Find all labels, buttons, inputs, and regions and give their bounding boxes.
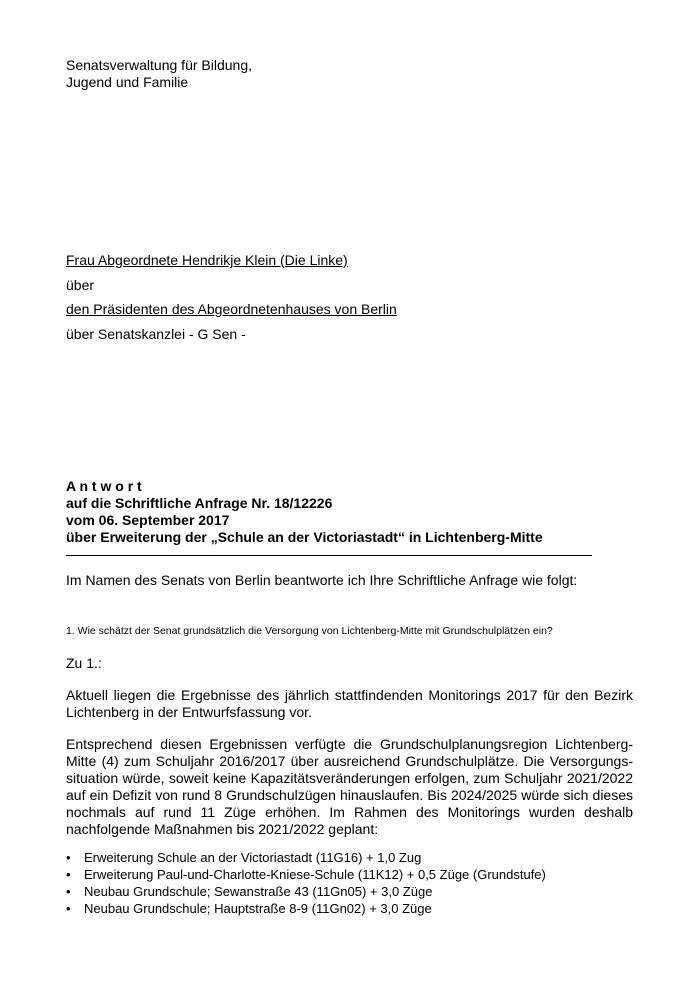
recipient-via-1: über: [66, 277, 95, 293]
bullet-icon: •: [66, 901, 71, 916]
measure-text: Neubau Grundschule; Sewanstraße 43 (11Gn05) + 3,0 Züge: [84, 884, 433, 899]
measures-list: [66, 849, 646, 917]
measure-text: Neubau Grundschule; Hauptstraße 8-9 (11Gn02) + 3,0 Züge: [84, 901, 432, 916]
question-1: 1. Wie schätzt der Senat grundsätzlich die Versorgung von Lichtenberg-Mitte mit Grundschulplätzen ein?: [66, 625, 553, 637]
sender-line-1: Senatsverwaltung für Bildung,: [66, 57, 252, 73]
answer-1-paragraph-1: Aktuell liegen die Ergebnisse des jährlich stattfindenden Monitorings 2017 für den Bezirk Lichtenberg in der Entwurfsfassung vor.: [66, 687, 633, 720]
sender-line-2: Jugend und Familie: [66, 74, 189, 90]
bullet-icon: •: [66, 867, 71, 882]
list-item: [66, 883, 646, 900]
answer-heading-line-4: über Erweiterung der „Schule an der Victoriastadt“ in Lichtenberg-Mitte: [66, 529, 543, 545]
recipient-name: Frau Abgeordnete Hendrikje Klein (Die Linke): [66, 252, 348, 268]
answer-title: A n t w o r t: [66, 478, 142, 494]
sender-block: [66, 57, 252, 91]
recipient-via-2: über Senatskanzlei - G Sen -: [66, 326, 246, 342]
heading-divider: [66, 555, 592, 556]
intro-text: Im Namen des Senats von Berlin beantworte ich Ihre Schriftliche Anfrage wie folgt:: [66, 572, 578, 588]
bullet-icon: •: [66, 850, 71, 865]
answer-heading: [66, 478, 543, 546]
answer-1-label: Zu 1.:: [66, 655, 102, 671]
answer-heading-line-2: auf die Schriftliche Anfrage Nr. 18/12226: [66, 495, 333, 511]
measure-text: Erweiterung Paul-und-Charlotte-Kniese-Schule (11K12) + 0,5 Züge (Grundstufe): [84, 867, 546, 882]
measure-text: Erweiterung Schule an der Victoriastadt (11G16) + 1,0 Zug: [84, 850, 422, 865]
list-item: [66, 900, 646, 917]
answer-heading-line-3: vom 06. September 2017: [66, 512, 230, 528]
list-item: [66, 866, 646, 883]
list-item: [66, 849, 646, 866]
recipient-president: den Präsidenten des Abgeordnetenhauses von Berlin: [66, 301, 397, 317]
answer-1-paragraph-2: Entsprechend diesen Ergebnissen verfügte die Grundschulplanungsregion Lichtenberg-Mitte (4) zum Schuljahr 2016/2017 über ausreichend Grundschulplätze. Die Versorgungs-situation würde, soweit keine Kapazitätsveränderungen erfolgen, zum Schuljahr 2021/2022 auf ein Defizit von rund 8 Grundschulzügen hinauslaufen. Bis 2024/2025 würde sich dieses nochmals auf rund 11 Züge erhöhen. Im Rahmen des Monitorings wurden deshalb nachfolgende Maßnahmen bis 2021/2022 geplant:: [66, 736, 633, 837]
bullet-icon: •: [66, 884, 71, 899]
